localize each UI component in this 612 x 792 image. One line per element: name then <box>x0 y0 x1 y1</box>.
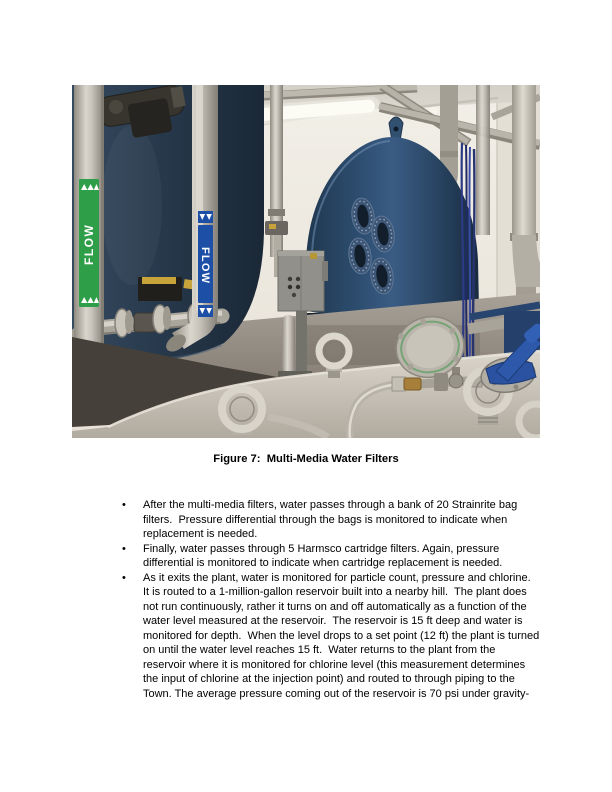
bullet-text: After the multi-media filters, water passes through a bank of 20 Strainrite bag filters. Pressure differential through the bags is monitored to indicate when replacement is needed. <box>143 499 521 540</box>
list-item <box>122 498 542 542</box>
bullet-list <box>122 498 542 701</box>
flow-label-blue-text: FLOW <box>199 247 211 285</box>
list-item <box>122 542 542 571</box>
bullet-text: Finally, water passes through 5 Harmsco cartridge filters. Again, pressure differential is monitored to indicate when cartridge replacement is needed. <box>143 542 503 569</box>
flow-label-green-text: FLOW <box>82 223 96 265</box>
bullet-marker: • <box>122 571 126 584</box>
bullet-marker: • <box>122 499 126 511</box>
brass-fitting <box>404 378 421 390</box>
flow-label-blue-top <box>198 211 213 223</box>
figure-caption: Figure 7: Multi-Media Water Filters <box>213 453 399 465</box>
figure-photo <box>72 85 540 438</box>
water-filters-photo-illustration <box>72 85 540 438</box>
bullet-text: As it exits the plant, water is monitored for particle count, pressure and chlorine. It is routed to a 1-million-gallon reservoir built into a nearby hill. The plant does not run continuously, rather it turns on and off automatically as a function of the water level measured at the reservoir. The reservoir is 15 ft deep and water is monitored for depth. When the level drops to a set point (12 ft) the plant is turned on until the water level reaches 15 ft. Water returns to the plant from the reservoir where it is monitored for chlorine level (this measurement determines the input of chlorine at the injection point) and routed to through piping to the Town. The average pressure coming out of the reservoir is 70 psi under gravity- <box>143 571 543 700</box>
bullet-marker: • <box>122 542 126 555</box>
list-item <box>122 571 542 702</box>
flow-label-blue-bottom <box>198 305 213 317</box>
